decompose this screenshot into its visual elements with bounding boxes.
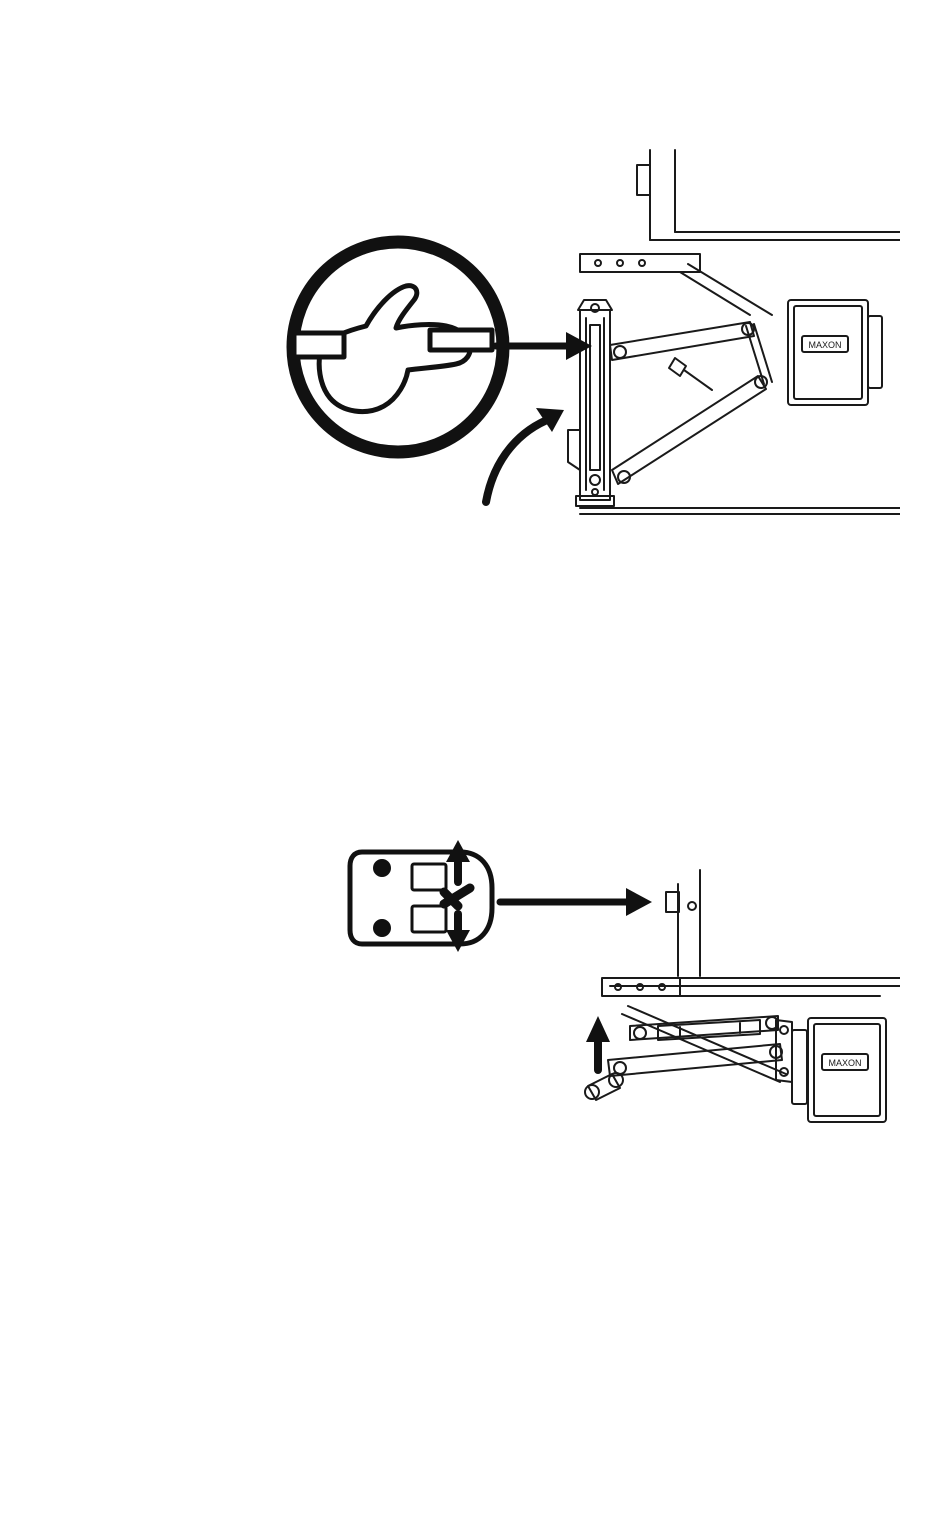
figure-liftgate-raise xyxy=(340,830,900,1160)
maxon-decal-lower: MAXON xyxy=(828,1058,862,1068)
truck-body-underside-lower xyxy=(602,870,900,996)
curved-motion-arrow-upper xyxy=(486,408,564,502)
hand-pointing-callout xyxy=(293,242,503,452)
platform-panel-lower xyxy=(792,1018,886,1122)
lift-mechanism-upper xyxy=(568,300,772,506)
maxon-decal-upper: MAXON xyxy=(808,340,842,350)
figure-liftgate-stowed xyxy=(280,140,900,560)
toggle-switch-plate-callout xyxy=(350,840,492,952)
lift-mechanism-lower xyxy=(585,1006,792,1100)
platform-panel xyxy=(788,300,882,405)
callout-pointer-arrow-upper xyxy=(496,332,592,360)
callout-pointer-arrow-lower xyxy=(500,888,652,916)
platform-raise-arrow xyxy=(586,1016,610,1070)
